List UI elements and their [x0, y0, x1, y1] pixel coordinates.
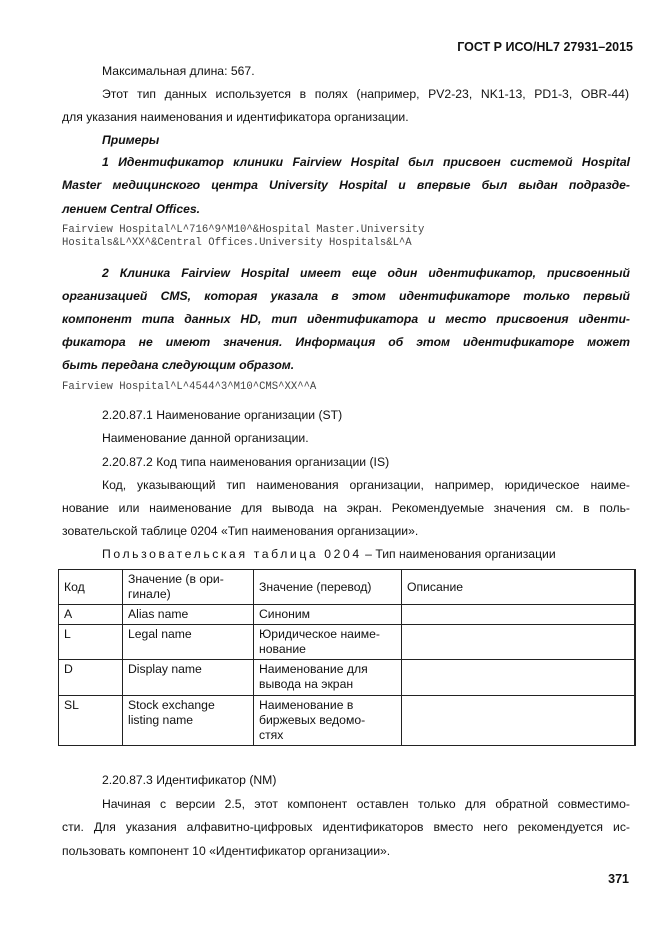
header-value-original: Значение (в ори- гинале) [123, 570, 254, 605]
example2-line2: организацией CMS, которая указала в этом идентификаторе только первый [62, 289, 630, 303]
row-original: Display name [123, 660, 254, 696]
example1-line3: лением Central Offices. [62, 202, 201, 216]
section-3-title: 2.20.87.3 Идентификатор (NM) [102, 773, 277, 787]
row-code: SL [59, 696, 123, 746]
row-code: A [59, 605, 123, 625]
example2-line5: быть передана следующим образом. [62, 358, 295, 372]
row-original: Legal name [123, 625, 254, 660]
example1-code-line2: Hositals&L^XX^&Central Offices.University Hospitals&L^A [62, 237, 412, 249]
examples-heading: Примеры [102, 133, 160, 147]
row-translation: Наименование для вывода на экран [254, 660, 402, 696]
row-translation: Наименование в биржевых ведомо- стях [254, 696, 402, 746]
example1-line2: Master медицинского центра University Hospital и впервые был выдан подразде- [62, 178, 630, 192]
header-description: Описание [402, 570, 636, 605]
section-3-line1: Начиная с версии 2.5, этот компонент оставлен только для обратной совместимо- [102, 797, 630, 811]
table-row [59, 660, 636, 696]
example2-line1: 2 Клиника Fairview Hospital имеет еще один идентификатор, присвоенный [102, 266, 630, 280]
row-original: Stock exchange listing name [123, 696, 254, 746]
row-description [402, 625, 636, 660]
section-3-line2: сти. Для указания алфавитно-цифровых идентификаторов вместо него рекомендуется ис- [62, 820, 630, 834]
usage-text-line2: для указания наименования и идентификатора организации. [62, 110, 409, 124]
table-row [59, 605, 636, 625]
table-row [59, 625, 636, 660]
section-2-line2: нование или наименование для вывода на экран. Рекомендуемые значения см. в поль- [62, 501, 630, 515]
section-2-title: 2.20.87.2 Код типа наименования организации (IS) [102, 455, 390, 469]
section-1-title: 2.20.87.1 Наименование организации (ST) [102, 408, 343, 422]
table-row [59, 696, 636, 746]
example2-line4: фикатора не имеют значения. Информация об этом идентификаторе может [62, 335, 630, 349]
section-1-text: Наименование данной организации. [102, 431, 309, 445]
example1-code-line1: Fairview Hospital^L^716^9^M10^&Hospital Master.University [62, 224, 425, 236]
usage-text-line1: Этот тип данных используется в полях (например, PV2-23, NK1-13, PD1-3, OBR-44) [102, 87, 629, 101]
table-header-row [59, 570, 636, 605]
section-2-line1: Код, указывающий тип наименования организации, например, юридическое наиме- [102, 478, 630, 492]
example2-code: Fairview Hospital^L^4544^3^M10^CMS^XX^^A [62, 381, 317, 393]
header-value-translation: Значение (перевод) [254, 570, 402, 605]
document-header: ГОСТ Р ИСО/HL7 27931–2015 [457, 40, 633, 54]
example1-line1: 1 Идентификатор клиники Fairview Hospital был присвоен системой Hospital [102, 155, 630, 169]
section-3-line3: пользовать компонент 10 «Идентификатор организации». [62, 844, 391, 858]
table-caption-prefix: Пользовательская таблица 0204 [102, 547, 362, 561]
max-length-text: Максимальная длина: 567. [102, 64, 255, 78]
row-description [402, 696, 636, 746]
section-2-line3: зовательской таблице 0204 «Тип наименования организации». [62, 524, 419, 538]
row-code: D [59, 660, 123, 696]
row-code: L [59, 625, 123, 660]
page-number: 371 [608, 872, 629, 886]
example2-line3: компонент типа данных HD, тип идентификатора и место присвоения иденти- [62, 312, 630, 326]
row-translation: Юридическое наиме- нование [254, 625, 402, 660]
row-description [402, 605, 636, 625]
row-description [402, 660, 636, 696]
organization-name-type-table [58, 569, 636, 746]
header-code: Код [59, 570, 123, 605]
table-caption [102, 547, 556, 562]
row-translation: Синоним [254, 605, 402, 625]
table-caption-suffix: – Тип наименования организации [365, 547, 556, 561]
row-original: Alias name [123, 605, 254, 625]
